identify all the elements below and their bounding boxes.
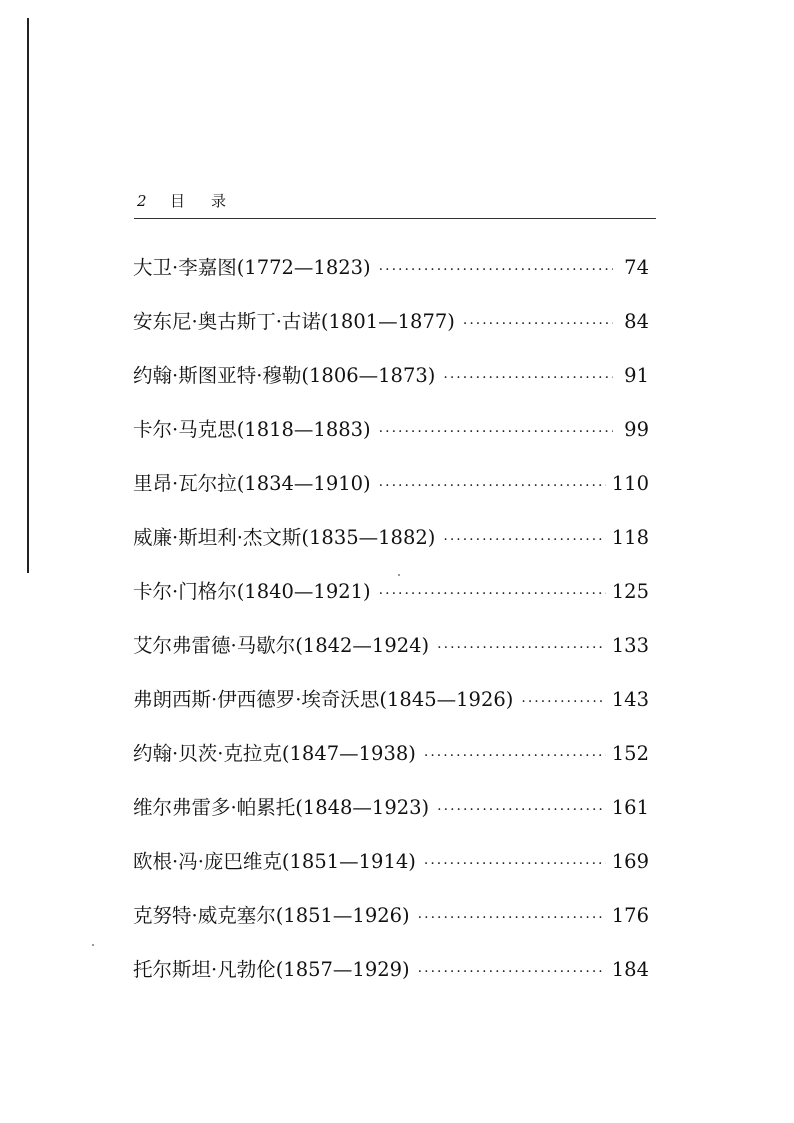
toc-entry-page: 152 — [611, 742, 649, 765]
dot-leader — [379, 254, 613, 286]
dot-leader — [379, 416, 613, 448]
toc-entry — [133, 738, 655, 792]
toc-entry — [133, 360, 655, 414]
toc-entry — [133, 306, 655, 360]
scan-speck — [398, 574, 400, 576]
header-rule — [134, 218, 656, 219]
toc-entry-page: 176 — [611, 904, 649, 927]
toc-entry-title: 卡尔·门格尔(1840—1921) — [133, 580, 371, 603]
dot-leader — [443, 524, 605, 556]
toc-entry — [133, 576, 655, 630]
toc-entry-title: 克努特·威克塞尔(1851—1926) — [133, 904, 410, 927]
scan-speck — [92, 944, 94, 946]
dot-leader — [424, 848, 606, 880]
toc-entry-page: 118 — [611, 526, 649, 549]
toc-entry — [133, 684, 655, 738]
toc-entry-title: 安东尼·奥古斯丁·古诺(1801—1877) — [133, 310, 455, 333]
toc-entry-page: 110 — [611, 472, 649, 495]
toc-entry-title: 艾尔弗雷德·马歇尔(1842—1924) — [133, 634, 430, 657]
toc-entry-page: 169 — [611, 850, 649, 873]
toc-entry — [133, 846, 655, 900]
toc-entry-page: 143 — [611, 688, 649, 711]
toc-entry-page: 74 — [624, 256, 649, 279]
toc-entry — [133, 792, 655, 846]
dot-leader — [424, 740, 606, 772]
dot-leader — [379, 470, 606, 502]
toc-entry-page: 133 — [611, 634, 649, 657]
toc-entry — [133, 414, 655, 468]
left-margin-rule — [27, 18, 29, 573]
toc-entry-title: 欧根·冯·庞巴维克(1851—1914) — [133, 850, 416, 873]
toc-entry-title: 大卫·李嘉图(1772—1823) — [133, 256, 371, 279]
toc-entry — [133, 468, 655, 522]
toc-entry — [133, 630, 655, 684]
toc-entry-page: 84 — [624, 310, 649, 333]
toc-entry-title: 弗朗西斯·伊西德罗·埃奇沃思(1845—1926) — [133, 688, 514, 711]
toc-entry — [133, 900, 655, 954]
toc-entry — [133, 252, 655, 306]
toc-entry-page: 184 — [611, 958, 649, 981]
toc-entry-page: 99 — [624, 418, 649, 441]
toc-entry-title: 卡尔·马克思(1818—1883) — [133, 418, 371, 441]
toc-entry-title: 维尔弗雷多·帕累托(1848—1923) — [133, 796, 430, 819]
running-title: 目录 — [170, 192, 253, 210]
toc-entry-title: 里昂·瓦尔拉(1834—1910) — [133, 472, 371, 495]
toc-entry-page: 125 — [611, 580, 649, 603]
dot-leader — [443, 362, 613, 394]
table-of-contents — [133, 252, 655, 1008]
toc-entry-title: 托尔斯坦·凡勃伦(1857—1929) — [133, 958, 410, 981]
toc-entry-title: 约翰·斯图亚特·穆勒(1806—1873) — [133, 364, 436, 387]
dot-leader — [437, 794, 606, 826]
toc-entry — [133, 954, 655, 1008]
toc-entry — [133, 522, 655, 576]
toc-entry-title: 威廉·斯坦利·杰文斯(1835—1882) — [133, 526, 436, 549]
dot-leader — [418, 902, 606, 934]
running-header — [134, 190, 656, 216]
toc-entry-title: 约翰·贝茨·克拉克(1847—1938) — [133, 742, 416, 765]
toc-entry-page: 161 — [611, 796, 649, 819]
dot-leader — [418, 956, 606, 988]
toc-entry-page: 91 — [624, 364, 649, 387]
dot-leader — [463, 308, 613, 340]
dot-leader — [521, 686, 605, 718]
dot-leader — [437, 632, 606, 664]
dot-leader — [379, 578, 606, 610]
page-number: 2 — [137, 192, 147, 210]
